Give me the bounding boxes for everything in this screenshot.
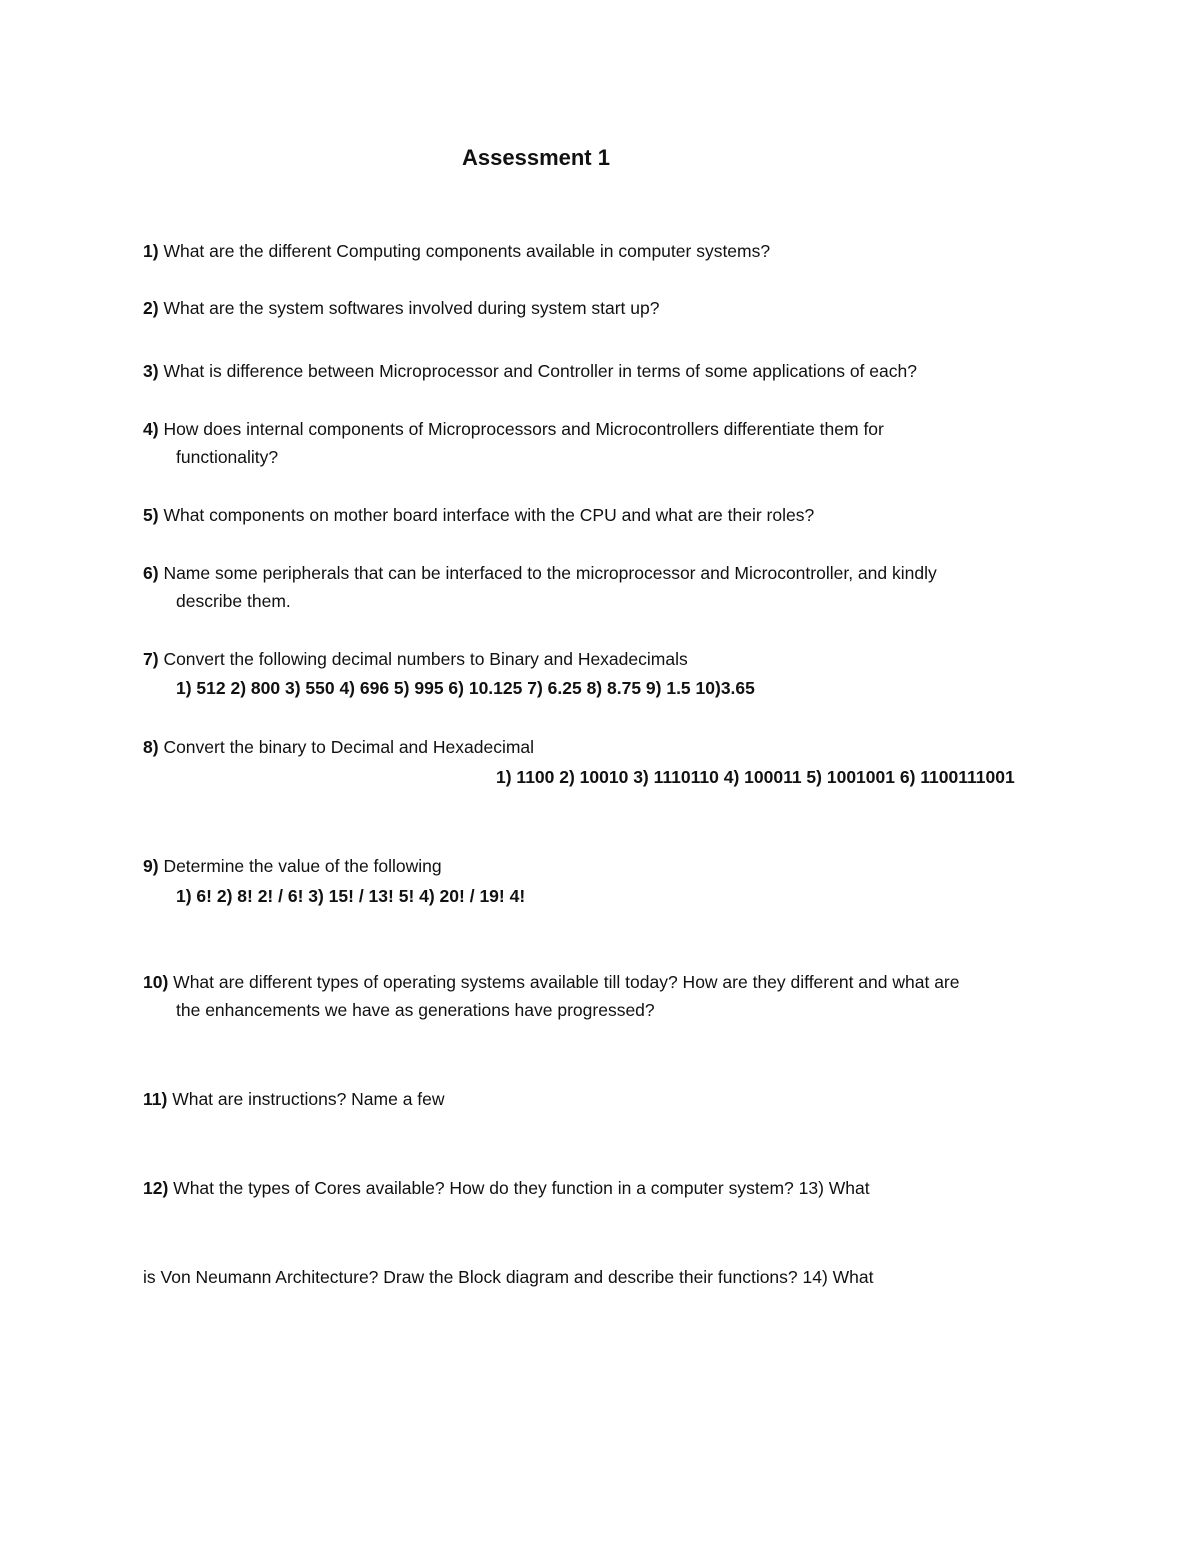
question-number: 7) [143,649,159,669]
question-text: Convert the binary to Decimal and Hexadecimal [163,737,535,757]
question-10-continuation: the enhancements we have as generations have progressed? [176,1000,655,1020]
question-8 [143,735,534,759]
question-6-continuation: describe them. [176,591,291,611]
question-number: 2) [143,298,159,318]
question-text: Determine the value of the following [163,856,442,876]
question-7-items: 1) 512 2) 800 3) 550 4) 696 5) 995 6) 10.125 7) 6.25 8) 8.75 9) 1.5 10)3.65 [176,678,755,698]
question-8-items: 1) 1100 2) 10010 3) 1110110 4) 100011 5) 1001001 6) 1100111001 [496,767,1015,787]
question-number: 1) [143,241,159,261]
question-12 [143,1176,870,1200]
question-10 [143,970,959,994]
question-text: What are the system softwares involved during system start up? [163,298,660,318]
question-3 [143,359,917,383]
question-2 [143,296,659,320]
question-number: 12) [143,1178,169,1198]
question-11 [143,1087,445,1111]
question-number: 6) [143,563,159,583]
question-number: 10) [143,972,169,992]
question-7 [143,647,688,671]
question-text: What are the different Computing components available in computer systems? [163,241,771,261]
question-13-continuation: is Von Neumann Architecture? Draw the Block diagram and describe their functions? 14) What [143,1267,874,1287]
page-title: Assessment 1 [462,145,610,170]
question-9 [143,854,442,878]
question-6 [143,561,937,585]
question-number: 8) [143,737,159,757]
question-text: What is difference between Microprocessor and Controller in terms of some applications of each? [163,361,917,381]
question-number: 3) [143,361,159,381]
question-9-items: 1) 6! 2) 8! 2! / 6! 3) 15! / 13! 5! 4) 20! / 19! 4! [176,886,526,906]
question-text: What are instructions? Name a few [172,1089,445,1109]
question-text: What components on mother board interface with the CPU and what are their roles? [163,505,815,525]
question-text: What the types of Cores available? How do they function in a computer system? 13) What [173,1178,870,1198]
question-text: Convert the following decimal numbers to Binary and Hexadecimals [163,649,688,669]
question-text: How does internal components of Microprocessors and Microcontrollers differentiate them for [163,419,884,439]
question-text: Name some peripherals that can be interfaced to the microprocessor and Microcontroller, and kindly [163,563,937,583]
question-text: What are different types of operating systems available till today? How are they different and what are [173,972,960,992]
question-1 [143,239,770,263]
question-number: 9) [143,856,159,876]
question-5 [143,503,814,527]
question-number: 11) [143,1089,168,1109]
question-number: 5) [143,505,159,525]
question-4 [143,417,884,441]
question-4-continuation: functionality? [176,447,279,467]
question-number: 4) [143,419,159,439]
